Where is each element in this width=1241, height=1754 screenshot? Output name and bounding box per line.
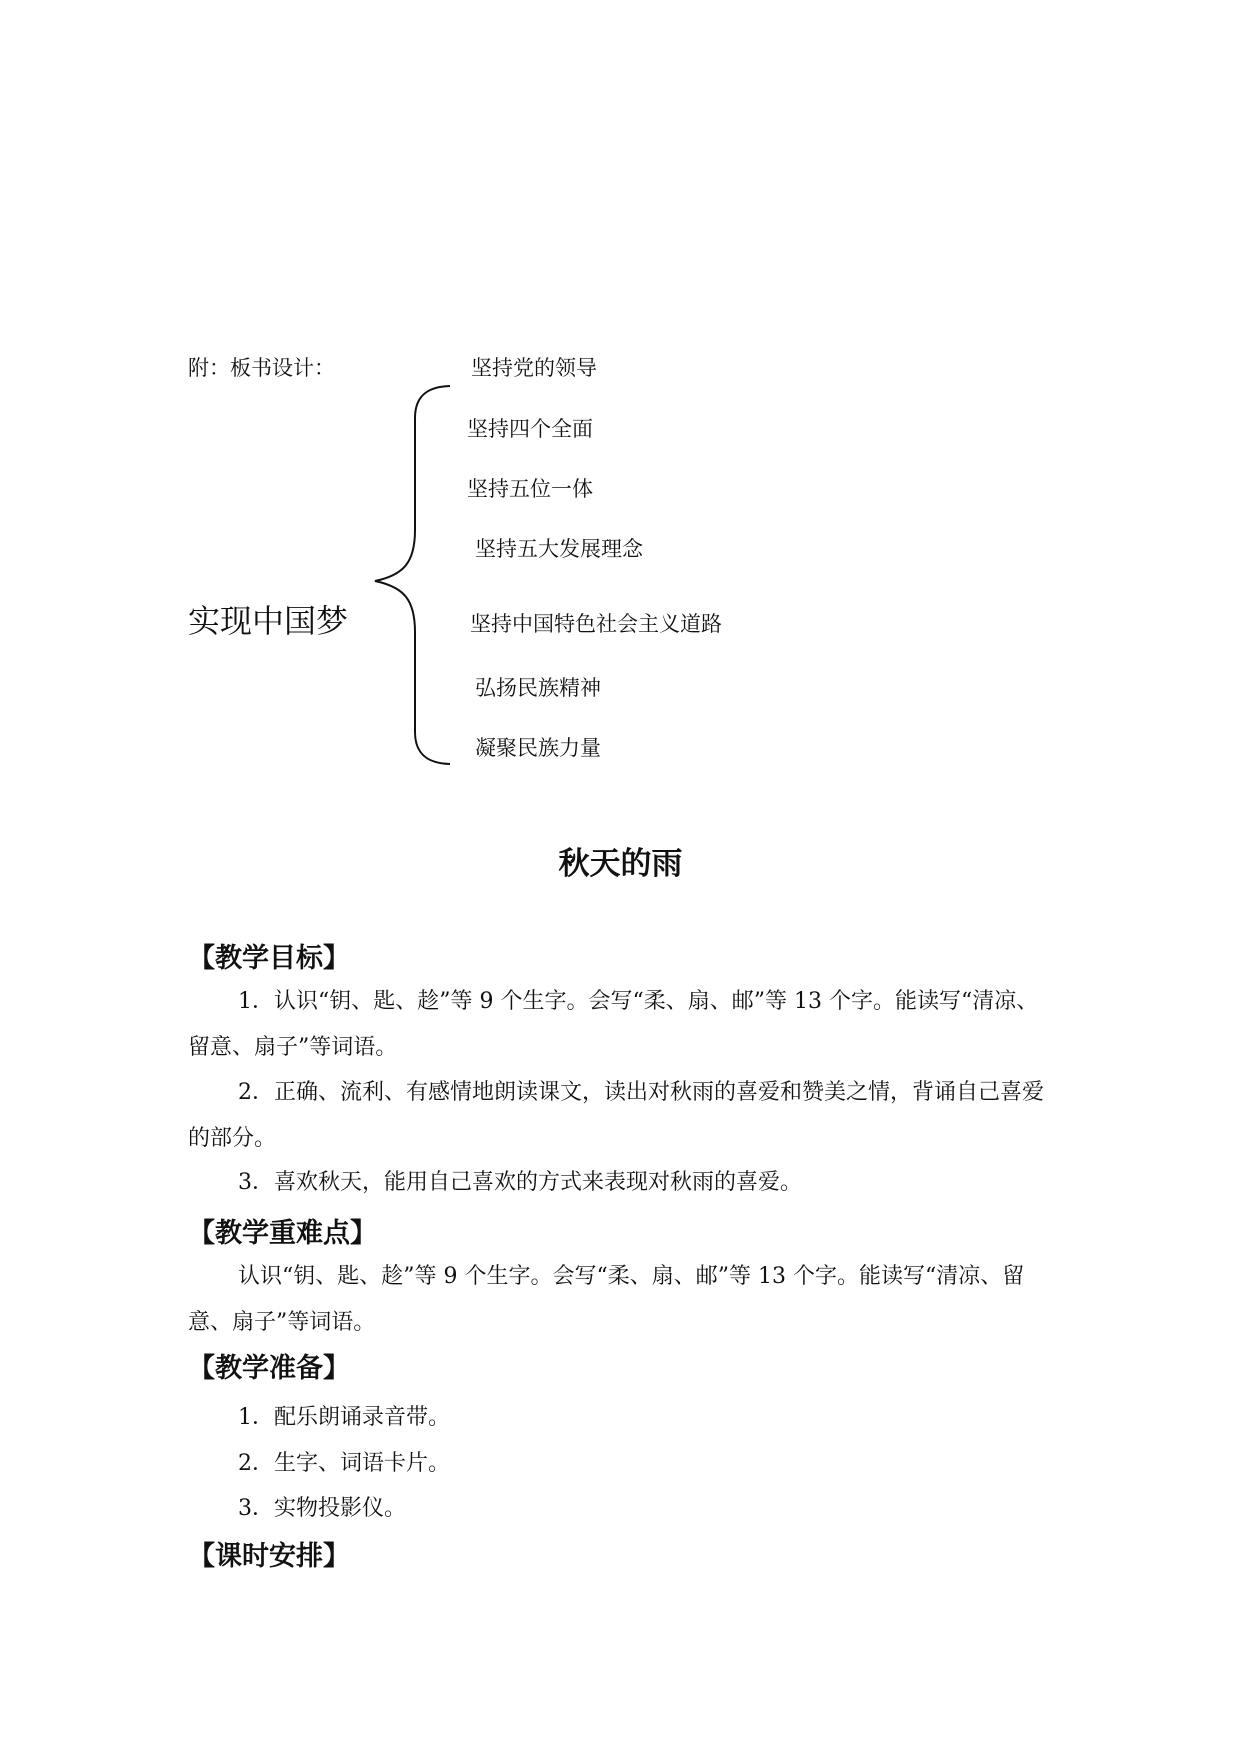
board-item-2: 坚持四个全面 bbox=[467, 417, 593, 441]
board-item-4: 坚持五大发展理念 bbox=[475, 537, 643, 561]
key-points-heading: 【教学重难点】 bbox=[188, 1218, 377, 1249]
preparation-item-2: 2．生字、词语卡片。 bbox=[238, 1451, 450, 1476]
board-item-6: 弘扬民族精神 bbox=[475, 676, 601, 700]
lesson-title: 秋天的雨 bbox=[558, 846, 683, 882]
goals-heading: 【教学目标】 bbox=[188, 943, 350, 974]
key-points-text: 认识“钥、匙、趁”等 9 个生字。会写“柔、扇、邮”等 13 个字。能读写“清凉、留意、扇子”等词语。 bbox=[188, 1264, 1025, 1335]
goal-item-2: 2．正确、流利、有感情地朗读课文，读出对秋雨的喜爱和赞美之情，背诵自己喜爱的部分。 bbox=[188, 1080, 1044, 1151]
board-item-7: 凝聚民族力量 bbox=[475, 736, 601, 760]
preparation-item-1: 1．配乐朗诵录音带。 bbox=[238, 1405, 450, 1430]
board-item-5: 坚持中国特色社会主义道路 bbox=[470, 612, 722, 636]
goal-item-3: 3．喜欢秋天，能用自己喜欢的方式来表现对秋雨的喜爱。 bbox=[238, 1170, 802, 1195]
board-design-label: 附：板书设计： bbox=[188, 356, 335, 380]
goal-item-1: 1．认识“钥、匙、趁”等 9 个生字。会写“柔、扇、邮”等 13 个字。能读写“清凉、留意、扇子”等词语。 bbox=[188, 989, 1039, 1060]
board-center-topic: 实现中国梦 bbox=[188, 602, 349, 640]
preparation-item-3: 3．实物投影仪。 bbox=[238, 1496, 406, 1521]
curly-brace bbox=[370, 380, 450, 770]
board-item-3: 坚持五位一体 bbox=[467, 477, 593, 501]
preparation-heading: 【教学准备】 bbox=[188, 1353, 350, 1384]
schedule-heading: 【课时安排】 bbox=[188, 1541, 350, 1572]
board-item-1: 坚持党的领导 bbox=[471, 356, 597, 380]
